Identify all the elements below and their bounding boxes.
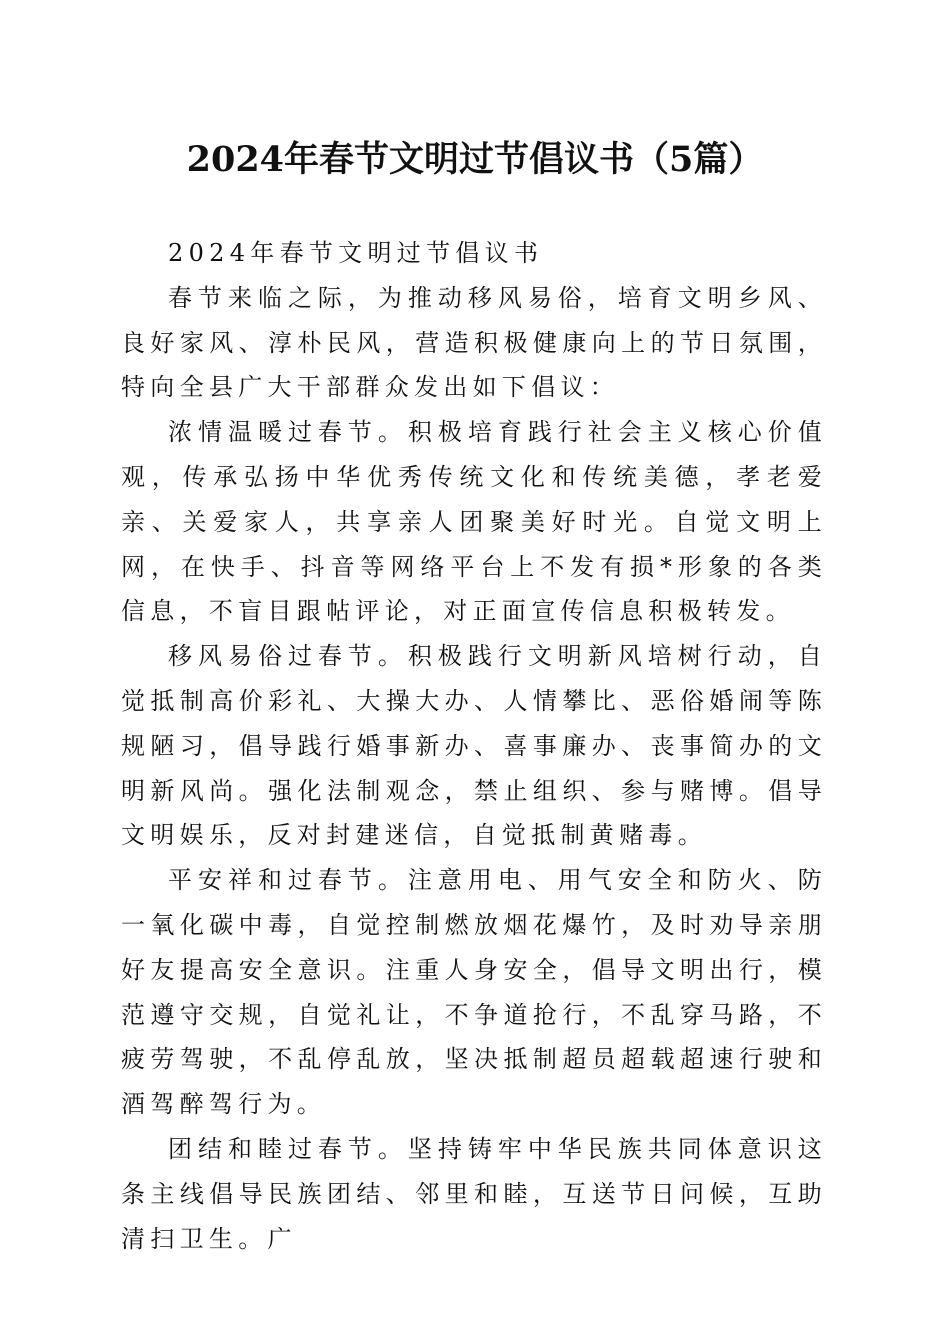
body-paragraph: 平安祥和过春节。注意用电、用气安全和防火、防一氧化碳中毒，自觉控制燃放烟花爆竹，及时劝导亲朋好友提高安全意识。注重人身安全，倡导文明出行，模范遵守交规，自觉礼让，不争道抢行，不乱穿马路，不疲劳驾驶，不乱停乱放，坚决抵制超员超载超速行驶和酒驾醉驾行为。 [121,866,827,1119]
body-paragraph: 团结和睦过春节。坚持铸牢中华民族共同体意识这条主线倡导民族团结、邻里和睦，互送节日问候，互助清扫卫生。广 [121,1134,827,1253]
document-body [121,231,827,1261]
body-paragraph: 移风易俗过春节。积极践行文明新风培树行动，自觉抵制高价彩礼、大操大办、人情攀比、恶俗婚闹等陈规陋习，倡导践行婚事新办、喜事廉办、丧事简办的文明新风尚。强化法制观念，禁止组织、参与赌博。倡导文明娱乐，反对封建迷信，自觉抵制黄赌毒。 [121,642,827,850]
intro-paragraph: 春节来临之际，为推动移风易俗，培育文明乡风、良好家风、淳朴民风，营造积极健康向上的节日氛围，特向全县广大干部群众发出如下倡议： [121,283,827,402]
document-title: 2024年春节文明过节倡议书（5篇） [186,139,764,180]
body-paragraph: 浓情温暖过春节。积极培育践行社会主义核心价值观，传承弘扬中华优秀传统文化和传统美德，孝老爱亲、关爱家人，共享亲人团聚美好时光。自觉文明上网，在快手、抖音等网络平台上不发有损*形象的各类信息，不盲目跟帖评论，对正面宣传信息积极转发。 [121,418,827,626]
subtitle-paragraph: 2024年春节文明过节倡议书 [168,239,544,267]
